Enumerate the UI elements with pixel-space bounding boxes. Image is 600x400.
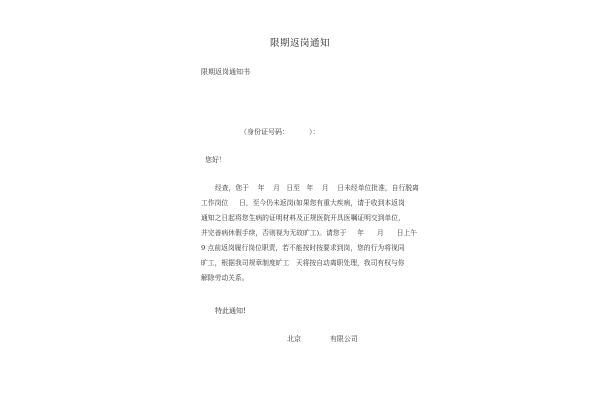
company-signature: 北京 有限公司 <box>287 335 358 343</box>
body-line-1: 经查，您于 年 月 日至 年 月 日未经单位批准，自行脱离 <box>215 184 419 192</box>
id-number-line: （身份证号码： ）： <box>240 128 320 136</box>
document-title: 限期返岗通知 <box>269 38 330 49</box>
body-line-7: 解除劳动关系。 <box>201 274 249 282</box>
body-line-5: 9 点前返岗履行岗位职责，若不能按时按要求到岗，您的行为将视同 <box>201 244 405 252</box>
body-line-2: 工作岗位 日，至今仍未返岗(如果您有重大疾病，请于收到本返岗 <box>201 199 405 207</box>
closing-text: 特此通知! <box>215 307 246 315</box>
body-line-6: 旷工，根据我司规章制度旷工 天将按自动离职处理，我司有权与你 <box>201 259 405 267</box>
greeting: 您好！ <box>205 156 226 164</box>
body-line-3: 通知之日起将您生病的证明材料及正规医院开具医嘱证明交到单位， <box>201 214 405 222</box>
body-line-4: 并完善病休假手续，否则视为无故旷工)。请您于 年 月 日上午 <box>201 229 418 237</box>
document-subtitle: 限期返岗通知书 <box>201 68 250 76</box>
